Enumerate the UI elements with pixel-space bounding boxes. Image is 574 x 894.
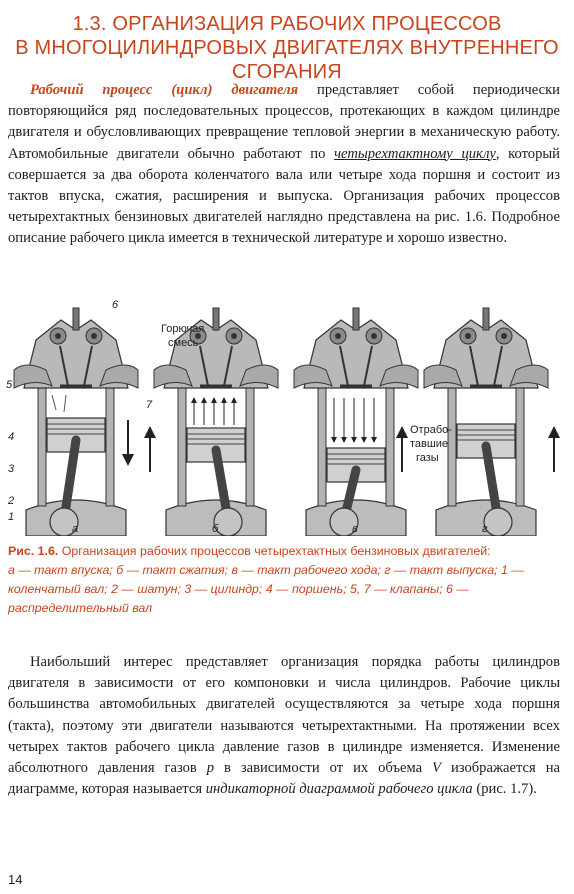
label-num-2: 2 (8, 495, 15, 507)
term-indicator-diagram: индикаторной диаграммой рабочего цикла (205, 781, 473, 798)
label-num-7: 7 (146, 399, 153, 411)
paragraph-1 (8, 80, 560, 250)
engine-stroke-a (14, 308, 138, 536)
engine-stroke-c (294, 308, 418, 536)
label-mixture-1: Горючая (161, 323, 205, 335)
sub-label-b: б (212, 523, 219, 535)
label-num-4: 4 (8, 431, 15, 443)
paragraph-2-text-c: изображается на диаграмме, которая называется (8, 760, 560, 798)
paragraph-2-text-a: Наибольший интерес представляет организация порядка работы цилиндров двигателя в зависимости от его компоновки и числа цилиндров. Рабочие циклы большинства автомобильных двигателей осуществляются за четыре хода поршня (такта), поэтому эти двигатели называются четырехтактными. На протяжении всех четырех тактов рабочего цикла давление газов в цилиндре изменяется. Изменение абсолютного давления газов (8, 654, 560, 777)
engine-stroke-d (424, 308, 554, 536)
label-num-6: 6 (112, 300, 119, 311)
sub-label-d: г (482, 523, 488, 535)
label-exhaust-1: Отрабо- (410, 424, 452, 436)
paragraph-2-text-b: в зависимости от их объема (214, 760, 433, 777)
label-exhaust-2: тавшие (410, 438, 448, 450)
figure-caption (8, 542, 560, 618)
label-exhaust-3: газы (416, 452, 439, 464)
label-mixture-2: смесь (168, 337, 199, 349)
term-working-process: Рабочий процесс (цикл) двигателя (30, 82, 299, 98)
label-num-3: 3 (8, 463, 15, 475)
var-p: p (206, 760, 215, 777)
paragraph-1-text-b: , который совершается за два оборота коленчатого вала или четыре хода поршня и состоит из тактов впуска, сжатия, расширения и выпуска. Организация рабочих процессов четырехтактных бензиновых двигателей наглядно представлена на рис. 1.6. Подробное описание рабочего цикла имеется в технической литературе и хорошо известно. (8, 145, 560, 247)
caption-body: а — такт впуска; б — такт сжатия; в — такт рабочего хода; г — такт выпуска; 1 — коленчатый вал; 2 — шатун; 3 — цилиндр; 4 — поршень; 5, 7 — клапаны; 6 — распределительный вал (8, 563, 524, 615)
section-title-line-2: В МНОГОЦИЛИНДРОВЫХ ДВИГАТЕЛЯХ ВНУТРЕННЕГО СГОРАНИЯ (15, 37, 559, 83)
paragraph-1-text-a: представляет собой периодически повторяющийся ряд последовательных процессов, протекающих в каждом цилиндре двигателя и обусловливающих превращение тепловой энергии в механическую работу. Автомобильные двигатели обычно работают по (8, 82, 560, 162)
label-num-1: 1 (8, 511, 15, 523)
paragraph-2 (8, 652, 560, 800)
sub-label-c: в (352, 523, 358, 535)
section-title (0, 12, 574, 84)
term-four-stroke-cycle: четырехтактному циклу (334, 145, 496, 162)
label-num-5: 5 (6, 379, 13, 391)
section-title-line-1: 1.3. ОРГАНИЗАЦИЯ РАБОЧИХ ПРОЦЕССОВ (72, 13, 502, 35)
caption-head: Организация рабочих процессов четырехтактных бензиновых двигателей: (58, 544, 491, 558)
figure-four-stroke-engine (6, 300, 562, 536)
caption-lead: Рис. 1.6. (8, 544, 59, 558)
var-v: V (432, 760, 442, 777)
sub-label-a: а (72, 523, 79, 535)
page-number: 14 (8, 872, 23, 887)
paragraph-2-text-d: (рис. 1.7). (472, 781, 537, 798)
